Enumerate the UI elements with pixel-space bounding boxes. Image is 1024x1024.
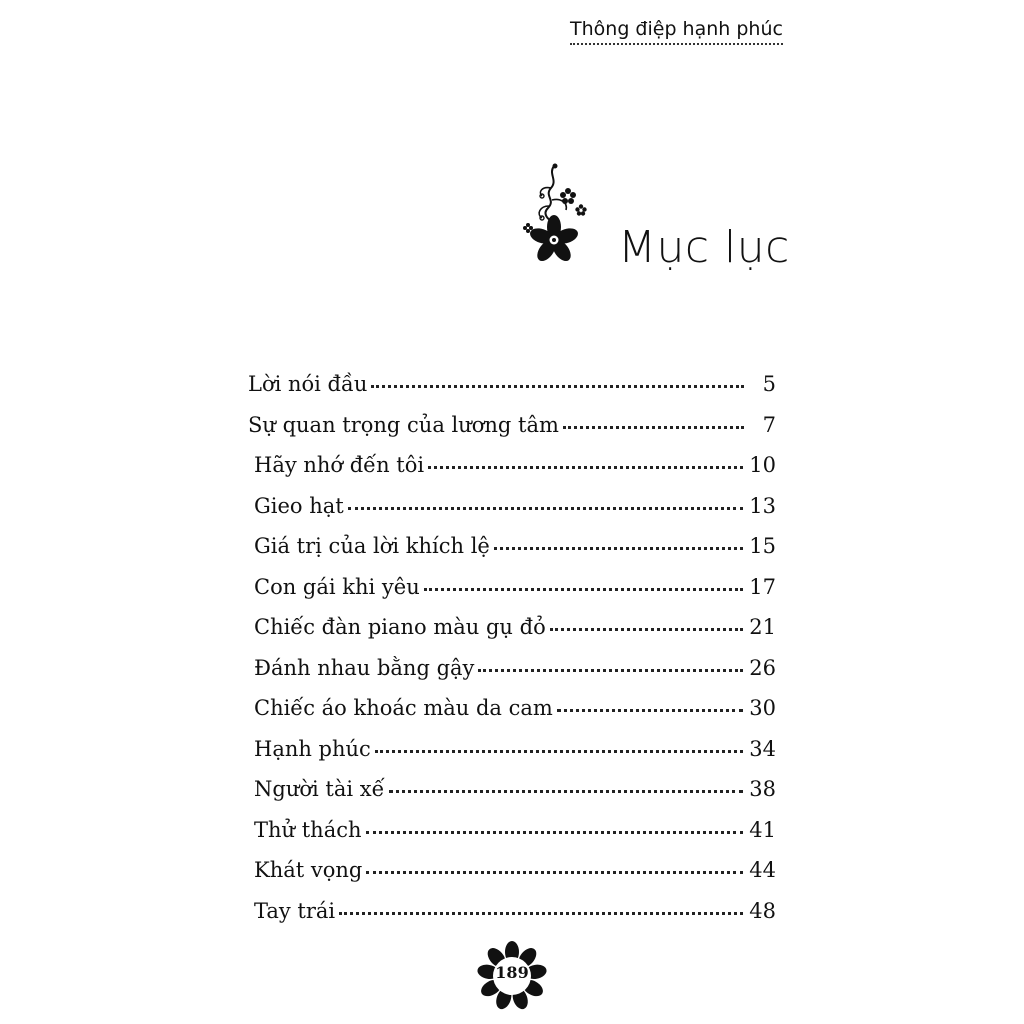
toc-entry-title: Giá trị của lời khích lệ (254, 534, 490, 558)
toc-entry-page: 48 (749, 898, 776, 923)
page-title: Mục lục (618, 222, 790, 273)
toc-entry (248, 567, 776, 608)
toc-entry-title: Tay trái (254, 898, 336, 923)
dot-leader (375, 750, 743, 753)
toc-entry (248, 688, 776, 729)
toc-entry-page: 30 (749, 696, 776, 720)
toc-entry (248, 648, 776, 689)
toc-entry (248, 769, 776, 810)
dot-leader (557, 709, 743, 712)
dot-leader (366, 831, 744, 834)
table-of-contents (248, 364, 776, 931)
toc-entry-title: Con gái khi yêu (254, 574, 420, 599)
dot-leader (366, 871, 743, 874)
dot-leader (348, 507, 744, 510)
toc-entry-title: Thử thách (254, 817, 362, 842)
dot-leader (563, 426, 744, 429)
toc-entry-title: Khát vọng (254, 858, 363, 882)
toc-entry-title: Chiếc áo khoác màu da cam (254, 696, 553, 720)
dot-leader (494, 547, 743, 550)
toc-entry-title: Đánh nhau bằng gậy (254, 655, 475, 680)
toc-entry-title: Hãy nhớ đến tôi (254, 453, 425, 477)
toc-entry (248, 607, 776, 648)
toc-entry-title: Gieo hạt (254, 493, 344, 518)
toc-entry (248, 810, 776, 851)
dot-leader (428, 466, 743, 469)
dot-leader (371, 385, 744, 388)
dot-leader (339, 912, 743, 915)
toc-entry-page: 15 (749, 534, 776, 558)
dot-leader (389, 790, 744, 793)
floral-vine-icon (518, 160, 590, 270)
running-header: Thông điệp hạnh phúc (570, 18, 783, 45)
toc-entry-page: 10 (749, 453, 776, 477)
toc-entry-page: 34 (749, 736, 776, 761)
toc-entry-title: Người tài xế (254, 777, 385, 801)
toc-entry-title: Lời nói đầu (248, 372, 368, 396)
toc-entry-page: 5 (762, 372, 776, 396)
toc-entry-page: 26 (749, 655, 776, 680)
toc-entry (248, 891, 776, 932)
toc-entry (248, 850, 776, 891)
dot-leader (550, 628, 744, 631)
toc-entry-title: Hạnh phúc (254, 736, 371, 761)
toc-entry (248, 729, 776, 770)
toc-entry-page: 17 (749, 574, 776, 599)
toc-entry-page: 38 (749, 777, 776, 801)
toc-entry-page: 13 (749, 493, 776, 518)
toc-entry (248, 364, 776, 405)
toc-entry (248, 445, 776, 486)
toc-entry-page: 44 (749, 858, 776, 882)
toc-entry-page: 21 (749, 615, 776, 639)
page-number: 189 (495, 963, 529, 982)
toc-entry-page: 7 (762, 412, 776, 437)
toc-entry (248, 486, 776, 527)
toc-entry (248, 405, 776, 446)
toc-entry-page: 41 (749, 817, 776, 842)
dot-leader (424, 588, 744, 591)
toc-entry (248, 526, 776, 567)
dot-leader (478, 669, 743, 672)
toc-entry-title: Sự quan trọng của lương tâm (248, 412, 559, 437)
toc-entry-title: Chiếc đàn piano màu gụ đỏ (254, 615, 546, 639)
